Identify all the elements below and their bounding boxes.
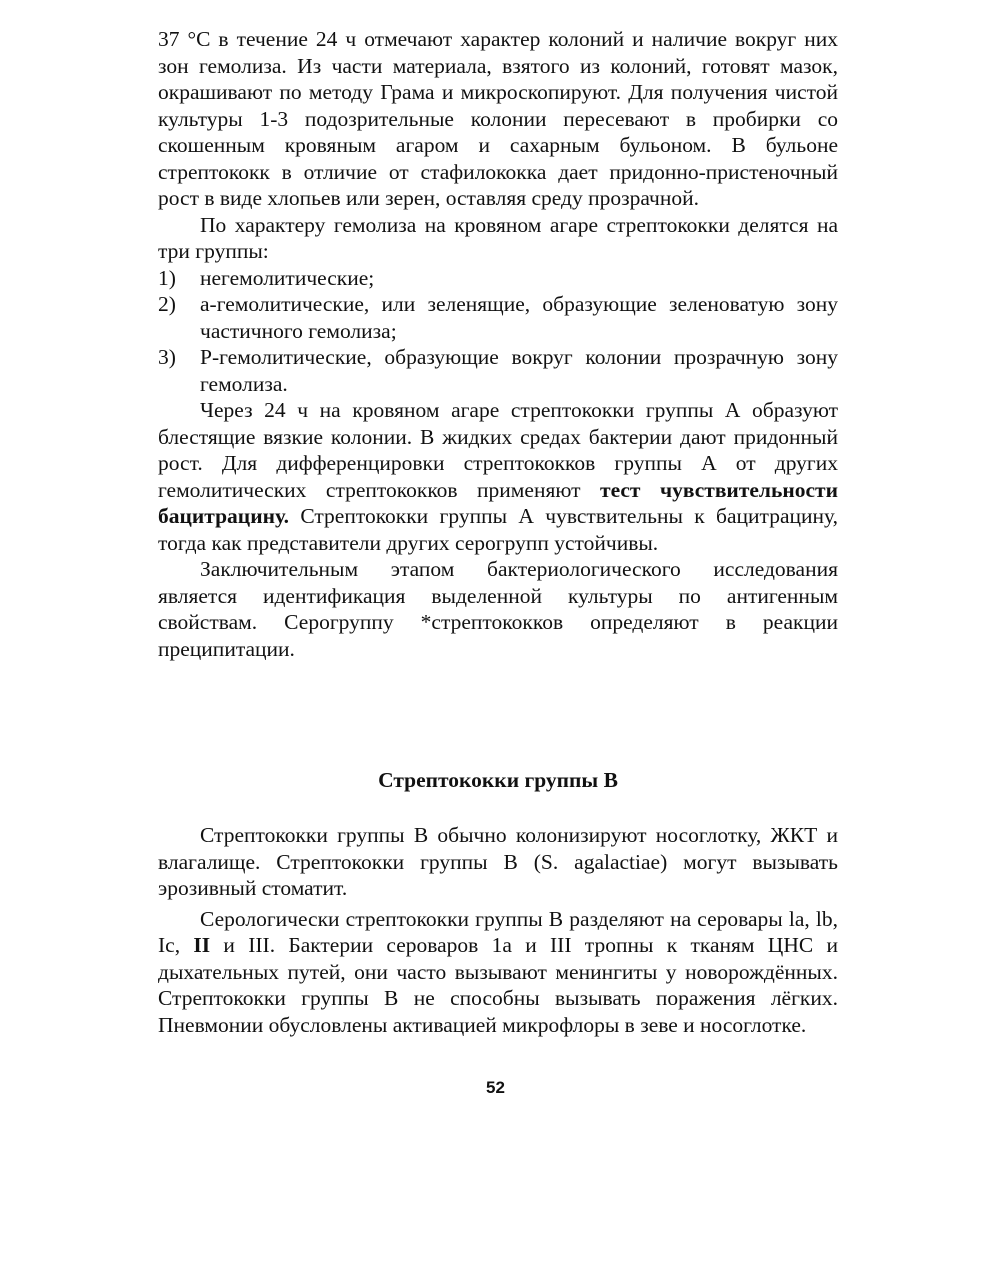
paragraph-group-b-serovars — [158, 906, 838, 1039]
paragraph-culture-method: 37 °С в течение 24 ч отмечают характер колоний и наличие вокруг них зон гемолиза. Из части материала, взятого из колоний, готовят мазок, окрашивают по методу Грама и микроскопируют. Для получения чистой культуры 1-3 подозрительные колонии пересевают в пробирки со скошенным кровяным агаром и сахарным бульоном. В бульоне стрептококк в отличие от стафилококка дает придонно-пристеночный рост в виде хлопьев или зерен, оставляя среду прозрачной. — [158, 27, 838, 210]
serovars-text-start: Серологически стрептококки группы В разделяют на серовары la, lb, Ic, — [158, 906, 838, 957]
paragraph-identification: Заключительным этапом бактериологического исследования является идентификация выделенной культуры по антигенным свойствам. Серогруппу *стрептококков определяют в реакции преципитации. — [158, 557, 838, 661]
list-item-number: 3) — [158, 345, 176, 369]
text-column-top — [158, 26, 838, 662]
paragraph-bacitracin-test — [158, 397, 838, 556]
list-item — [158, 344, 838, 397]
list-item-number: 1) — [158, 265, 176, 290]
list-item-text: Р-гемолитические, образующие вокруг колонии прозрачную зону гемолиза. — [200, 345, 838, 396]
list-item-number: 2) — [158, 292, 176, 316]
bacitracin-text-end: Стрептококки группы А чувствительны к бацитрацину, тогда как представители других серогрупп устойчивы. — [158, 504, 838, 555]
paragraph-group-b-colonization: Стрептококки группы В обычно колонизируют носоглотку, ЖКТ и влагалище. Стрептококки группы В (S. agalactiae) могут вызывать эрозивный стоматит. — [158, 823, 838, 900]
text-column-bottom — [158, 822, 838, 1038]
bacitracin-text-start: Через 24 ч на кровяном агаре стрептококки группы А образуют блестящие вязкие колонии. В жидких средах бактерии дают придонный рост. Для дифференцировки стрептококков группы А от других гемолитических стрептококков применяют — [158, 398, 838, 502]
list-item-text: негемолитические; — [200, 265, 375, 290]
paragraph-hemolysis-groups-intro: По характеру гемолиза на кровяном агаре стрептококки делятся на три группы: — [158, 212, 838, 263]
page-number: 52 — [486, 1078, 505, 1097]
serovar-ii-term: II — [193, 933, 211, 957]
list-item — [158, 291, 838, 344]
list-item-text: а-гемолитические, или зеленящие, образующие зеленоватую зону частичного гемолиза; — [200, 292, 838, 343]
hemolysis-groups-list — [158, 265, 838, 398]
bacitracin-test-term: тест чувствительности бацитрацину. — [158, 477, 838, 528]
section-heading: Стрептококки группы В — [378, 768, 618, 792]
list-item — [158, 265, 838, 292]
serovars-text-end: и III. Бактерии сероваров 1a и III тропны к тканям ЦНС и дыхательных путей, они часто вызывают менингиты у новорождённых. Стрептококки группы В не способны вызывать поражения лёгких. Пневмонии обусловлены активацией микрофлоры в зеве и носоглотке. — [158, 933, 838, 1037]
